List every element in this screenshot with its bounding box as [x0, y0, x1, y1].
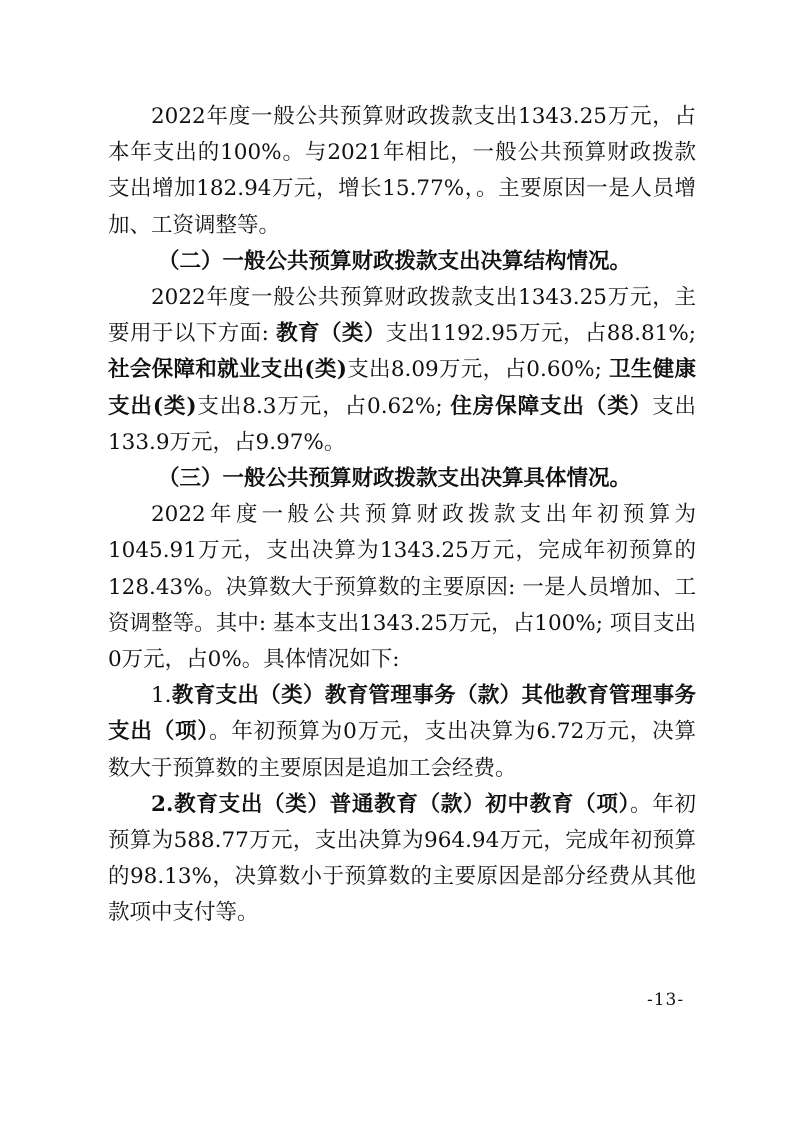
- structure-category-education: 教育（类）: [276, 321, 386, 347]
- section-heading-details: （三）一般公共预算财政拨款支出决算具体情况。: [158, 466, 632, 492]
- item-2-text: 。年初预算为588.77万元，支出决算为964.94万元，完成年初预算的98.13%，决算数小于预算数的主要原因是部分经费从其他款项中支付等。: [108, 791, 696, 926]
- structure-category-health: 卫生健康支出(类): [108, 357, 696, 419]
- structure-text-housing: 支出133.9万元，占9.97%。: [108, 393, 696, 455]
- structure-category-housing: 住房保障支出（类）: [450, 393, 653, 419]
- paragraph-structure: [108, 280, 696, 461]
- structure-text-education: 支出1192.95万元，占88.81%;: [385, 321, 696, 347]
- paragraph-item-2: [108, 787, 696, 932]
- paragraph-total-expenditure: 2022年度一般公共预算财政拨款支出1343.25万元，占本年支出的100%。与2021年相比，一般公共预算财政拨款支出增加182.94万元，增长15.77%，。主要原因一是人员增加、工资调整等。: [108, 104, 696, 238]
- page-number: -13-: [647, 990, 685, 1010]
- item-1-number: 1.: [151, 683, 172, 709]
- item-2-title: 2.教育支出（类）普通教育（款）初中教育（项）: [151, 791, 631, 817]
- structure-text-health: 支出8.3万元，占0.62%;: [196, 393, 451, 419]
- item-1-title: 教育支出（类）教育管理事务（款）其他教育管理事务支出（项）: [108, 683, 696, 745]
- structure-category-social-security: 社会保障和就业支出(类): [108, 357, 347, 383]
- structure-text-social-security: 支出8.09万元，占0.60%;: [346, 357, 610, 383]
- document-body: [108, 99, 696, 932]
- structure-text-intro: 2022年度一般公共预算财政拨款支出1343.25万元，主要用于以下方面:: [108, 285, 696, 347]
- paragraph-details: 2022年度一般公共预算财政拨款支出年初预算为1045.91万元，支出决算为1343.25万元，完成年初预算的128.43%。决算数大于预算数的主要原因: 一是人员增加、工资调整等。其中: 基本支出1343.25万元，占100%; 项目支出0万元，占0%。具体情况如下:: [108, 502, 696, 673]
- paragraph-item-1: [108, 678, 696, 787]
- section-heading-structure: （二）一般公共预算财政拨款支出决算结构情况。: [158, 248, 632, 274]
- item-1-text: 。年初预算为0万元，支出决算为6.72万元，决算数大于预算数的主要原因是追加工会经费。: [108, 719, 696, 781]
